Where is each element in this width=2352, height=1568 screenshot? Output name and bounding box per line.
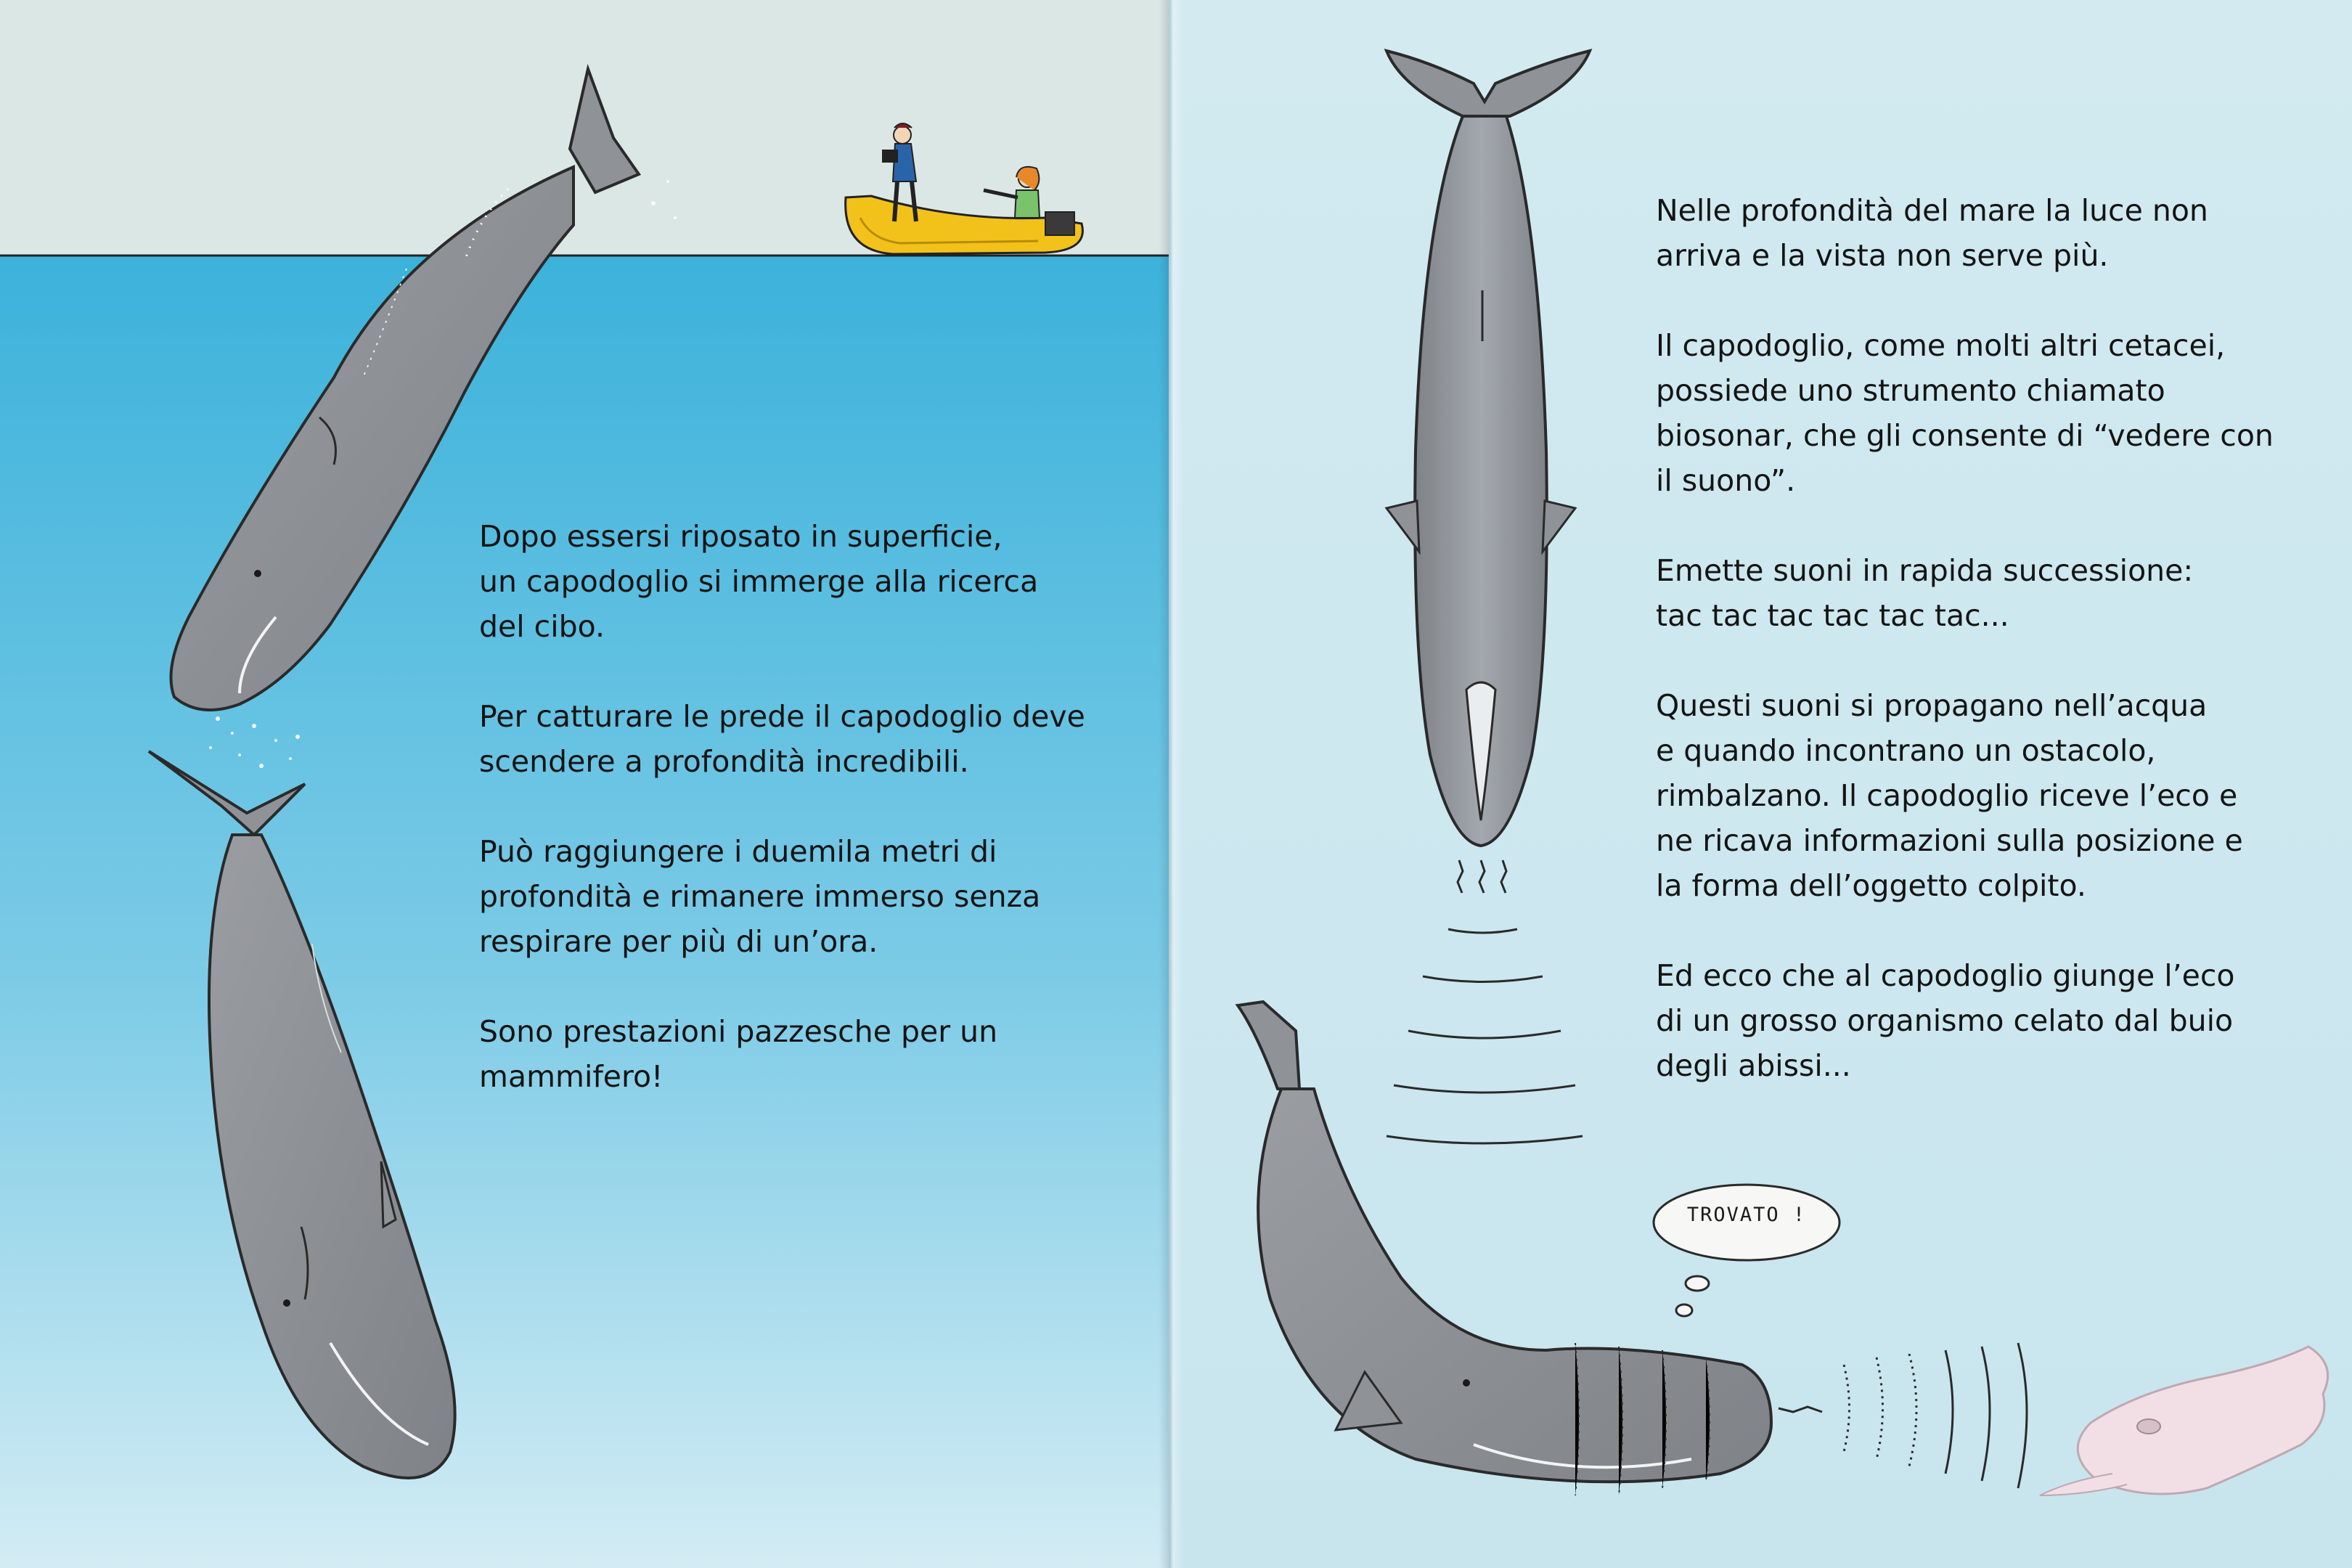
right-paragraph-2-text: Il capodoglio, come molti altri cetacei, possiede uno strumento chiamato biosonar, che gli consente di “vedere con il suono”.	[1656, 328, 2274, 498]
right-paragraph-2	[1656, 323, 2295, 503]
left-paragraph-3	[479, 829, 1118, 964]
right-paragraph-3-text: Emette suoni in rapida successione: tac tac tac tac tac tac...	[1656, 553, 2194, 633]
right-paragraph-4	[1656, 683, 2295, 908]
right-page-text	[1656, 188, 2295, 1088]
book-gutter	[1159, 0, 1183, 1568]
right-paragraph-4-text: Questi suoni si propagano nell’acqua e quando incontrano un ostacolo, rimbalzano. Il capodoglio riceve l’eco e ne ricava informazioni sulla posizione e la forma dell’oggetto colpito.	[1656, 688, 2243, 903]
speech-bubble-text: TROVATO !	[1686, 1204, 1807, 1226]
right-paragraph-5	[1656, 953, 2295, 1088]
right-paragraph-3	[1656, 548, 2295, 638]
left-paragraph-2-text: Per catturare le prede il capodoglio deve scendere a profondità incredibili.	[479, 699, 1085, 779]
left-paragraph-1-text: Dopo essersi riposato in superficie, un capodoglio si immerge alla ricerca del cibo.	[479, 519, 1039, 644]
right-paragraph-1	[1656, 188, 2295, 278]
left-paragraph-2	[479, 694, 1118, 784]
left-paragraph-4	[479, 1009, 1118, 1099]
left-page-text	[479, 514, 1118, 1099]
right-paragraph-5-text: Ed ecco che al capodoglio giunge l’eco di un grosso organismo celato dal buio degli abissi...	[1656, 958, 2235, 1083]
left-page	[0, 0, 1169, 1568]
left-paragraph-3-text: Può raggiungere i duemila metri di profondità e rimanere immerso senza respirare per più di un’ora.	[479, 834, 1041, 959]
right-page	[1169, 0, 2352, 1568]
right-paragraph-1-text: Nelle profondità del mare la luce non arriva e la vista non serve più.	[1656, 193, 2208, 273]
left-paragraph-4-text: Sono prestazioni pazzesche per un mammifero!	[479, 1014, 998, 1094]
left-paragraph-1	[479, 514, 1118, 649]
